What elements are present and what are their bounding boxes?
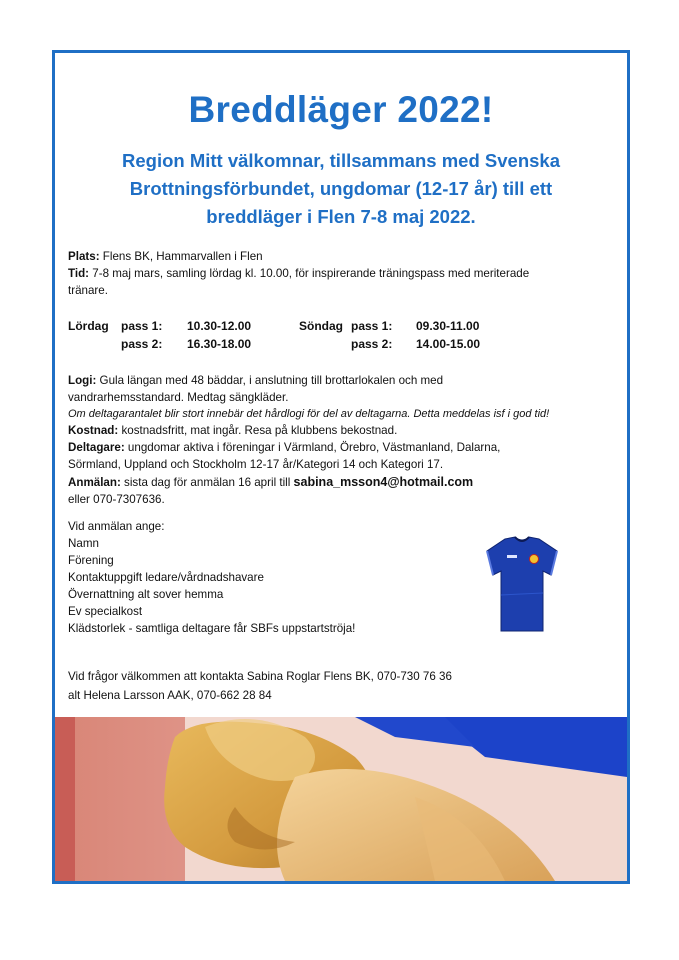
sondag-pass2-time: 14.00-15.00 bbox=[416, 337, 481, 351]
subtitle-line: breddläger i Flen 7-8 maj 2022. bbox=[206, 206, 476, 227]
tid-line bbox=[68, 265, 529, 282]
contact-line: alt Helena Larsson AAK, 070-662 28 84 bbox=[68, 689, 272, 702]
subtitle bbox=[71, 147, 611, 231]
lordag-label: Lördag bbox=[68, 319, 109, 333]
lordag-pass2-label: pass 2: bbox=[121, 337, 163, 351]
plats-line bbox=[68, 248, 263, 265]
anmalan-value: sista dag för anmälan 16 april till bbox=[120, 476, 294, 489]
logi-line bbox=[68, 372, 443, 389]
lordag-pass2-time: 16.30-18.00 bbox=[187, 337, 252, 351]
lordag-pass1-label: pass 1: bbox=[121, 319, 163, 333]
contact-line: Vid frågor välkommen att kontakta Sabina Roglar Flens BK, 070-730 76 36 bbox=[68, 670, 452, 683]
signup-item: Övernattning alt sover hemma bbox=[68, 588, 224, 601]
kostnad-value: kostnadsfritt, mat ingår. Resa på klubbens bekostnad. bbox=[118, 424, 398, 437]
wrestling-photo bbox=[55, 717, 627, 881]
anmalan-label: Anmälan: bbox=[68, 476, 121, 489]
sondag-pass1-label: pass 1: bbox=[351, 319, 393, 333]
plats-value: Flens BK, Hammarvallen i Flen bbox=[99, 250, 263, 263]
signup-heading: Vid anmälan ange: bbox=[68, 520, 165, 533]
deltagare-label: Deltagare: bbox=[68, 441, 125, 454]
jersey-image bbox=[483, 535, 561, 635]
tid-label: Tid: bbox=[68, 267, 90, 280]
kostnad-line bbox=[68, 422, 397, 439]
logi-value: Gula längan med 48 bäddar, i anslutning till brottarlokalen och med bbox=[96, 374, 444, 387]
signup-item: Ev specialkost bbox=[68, 605, 143, 618]
poster-frame bbox=[52, 50, 630, 884]
logi-label: Logi: bbox=[68, 374, 97, 387]
deltagare-line-2: Sörmland, Uppland och Stockholm 12-17 år/Kategori 14 och Kategori 17. bbox=[68, 458, 444, 471]
sondag-pass2-label: pass 2: bbox=[351, 337, 393, 351]
signup-item: Förening bbox=[68, 554, 114, 567]
sondag-pass1-time: 09.30-11.00 bbox=[416, 319, 480, 333]
signup-item: Namn bbox=[68, 537, 99, 550]
kostnad-label: Kostnad: bbox=[68, 424, 119, 437]
email-link[interactable]: sabina_msson4@hotmail.com bbox=[293, 475, 474, 489]
anmalan-line bbox=[68, 474, 473, 491]
anmalan-line-2: eller 070-7307636. bbox=[68, 493, 165, 506]
subtitle-line: Region Mitt välkomnar, tillsammans med Svenska bbox=[122, 150, 560, 171]
plats-label: Plats: bbox=[68, 250, 100, 263]
logi-line-2: vandrarhemsstandard. Medtag sängkläder. bbox=[68, 391, 289, 404]
tid-line-2: tränare. bbox=[68, 284, 108, 297]
signup-item: Kontaktuppgift ledare/vårdnadshavare bbox=[68, 571, 264, 584]
deltagare-value: ungdomar aktiva i föreningar i Värmland, Örebro, Västmanland, Dalarna, bbox=[124, 441, 501, 454]
sondag-label: Söndag bbox=[299, 319, 343, 333]
tid-value: 7-8 maj mars, samling lördag kl. 10.00, för inspirerande träningspass med meriterade bbox=[89, 267, 530, 280]
page-title: Breddläger 2022! bbox=[188, 89, 494, 130]
deltagare-line bbox=[68, 439, 500, 456]
logi-note: Om deltagarantalet blir stort innebär det hårdlogi för del av deltagarna. Detta meddelas isf i god tid! bbox=[68, 408, 550, 420]
lordag-pass1-time: 10.30-12.00 bbox=[187, 319, 252, 333]
signup-item: Klädstorlek - samtliga deltagare får SBFs uppstartströja! bbox=[68, 622, 356, 635]
subtitle-line: Brottningsförbundet, ungdomar (12-17 år) till ett bbox=[129, 178, 553, 199]
